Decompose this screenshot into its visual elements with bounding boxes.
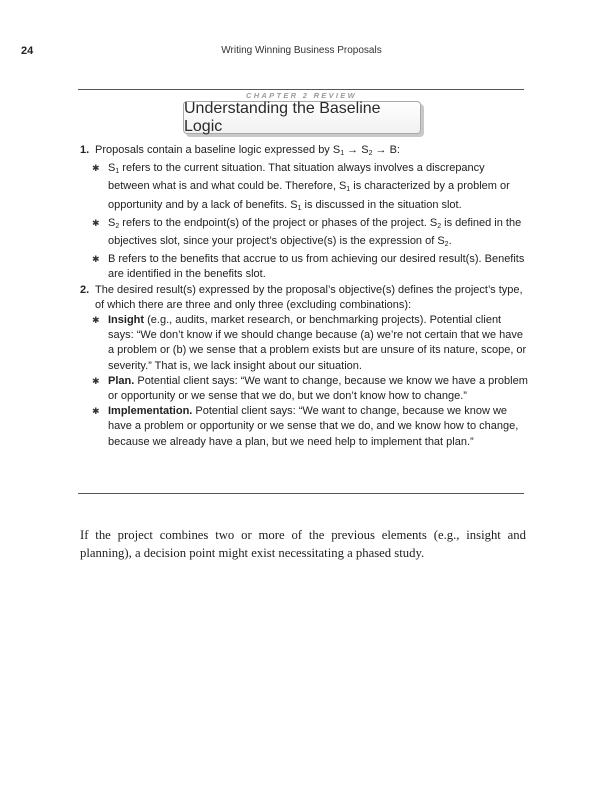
bullet-icon: ✱	[92, 406, 100, 417]
project-type-term: Implementation.	[108, 405, 193, 418]
bottom-rule	[78, 493, 524, 494]
bullet-icon: ✱	[92, 254, 100, 265]
bullet-icon: ✱	[92, 163, 100, 174]
sidebar-body	[80, 143, 528, 450]
list-item: ✱ $S_2$ refers to the endpoint(s) of the project or phases of the project. $S_2$ is defined in the objectives slot, since your project’s objective(s) is the expression of $S_2$.	[92, 216, 522, 249]
list-item: ✱ Plan. Potential client says: “We want to change, because we know we have a problem or opportunity or we sense that we do, but we don’t know how to change.”	[92, 374, 528, 403]
numbered-item-2	[80, 283, 528, 313]
page-number: 24	[21, 45, 34, 57]
bullet-list-1	[80, 161, 528, 282]
bullet-list-2	[80, 313, 528, 450]
chapter-review-label: CHAPTER 2 REVIEW	[241, 91, 362, 100]
body-paragraph: If the project combines two or more of the previous elements (e.g., insight and planning), a decision point might exist necessitating a phased study.	[80, 527, 526, 561]
running-head: Writing Winning Business Proposals	[221, 45, 382, 56]
numbered-item-1	[80, 143, 528, 161]
list-item: ✱ Implementation. Potential client says: “We want to change, because we know we have a problem or opportunity or we sense that we do, and we know how to change, because we already have a plan, but we need help to implement that plan.”	[92, 405, 519, 448]
project-type-term: Plan.	[108, 374, 135, 387]
sidebar-title-box	[183, 101, 421, 134]
sidebar-title: Understanding the Baseline Logic	[184, 99, 381, 135]
item-number: 2.	[80, 283, 90, 296]
item-text: Proposals contain a baseline logic expressed by $S_1 \to S_2 \to B$:	[95, 144, 400, 157]
project-type-term: Insight	[108, 314, 145, 327]
item-number: 1.	[80, 144, 90, 156]
bullet-icon: ✱	[92, 315, 100, 326]
item-text: The desired result(s) expressed by the proposal’s objective(s) defines the project’s type, of which there are three and only three (excluding combinations):	[95, 283, 523, 311]
bullet-icon: ✱	[92, 375, 100, 386]
list-item: ✱ Insight (e.g., audits, market research, or benchmarking projects). Potential client says: “We don’t know if we should change because (a) we’re not certain that we have a problem or (b) we sense that a problem exists but are unsure of its nature, scope, or severity.” That is, we lack insight about our situation.	[92, 314, 527, 372]
list-item: ✱ B refers to the benefits that accrue to us from achieving our desired result(s). Benefits are identified in the benefits slot.	[92, 253, 525, 281]
list-item: ✱ $S_1$ refers to the current situation. That situation always involves a discrepancy between what is and what could be. Therefore, $S_1$ is characterized by a problem or opportunity and by a lack of benefits. $S_1$ is discussed in the situation slot.	[92, 162, 510, 212]
bullet-icon: ✱	[92, 217, 100, 228]
